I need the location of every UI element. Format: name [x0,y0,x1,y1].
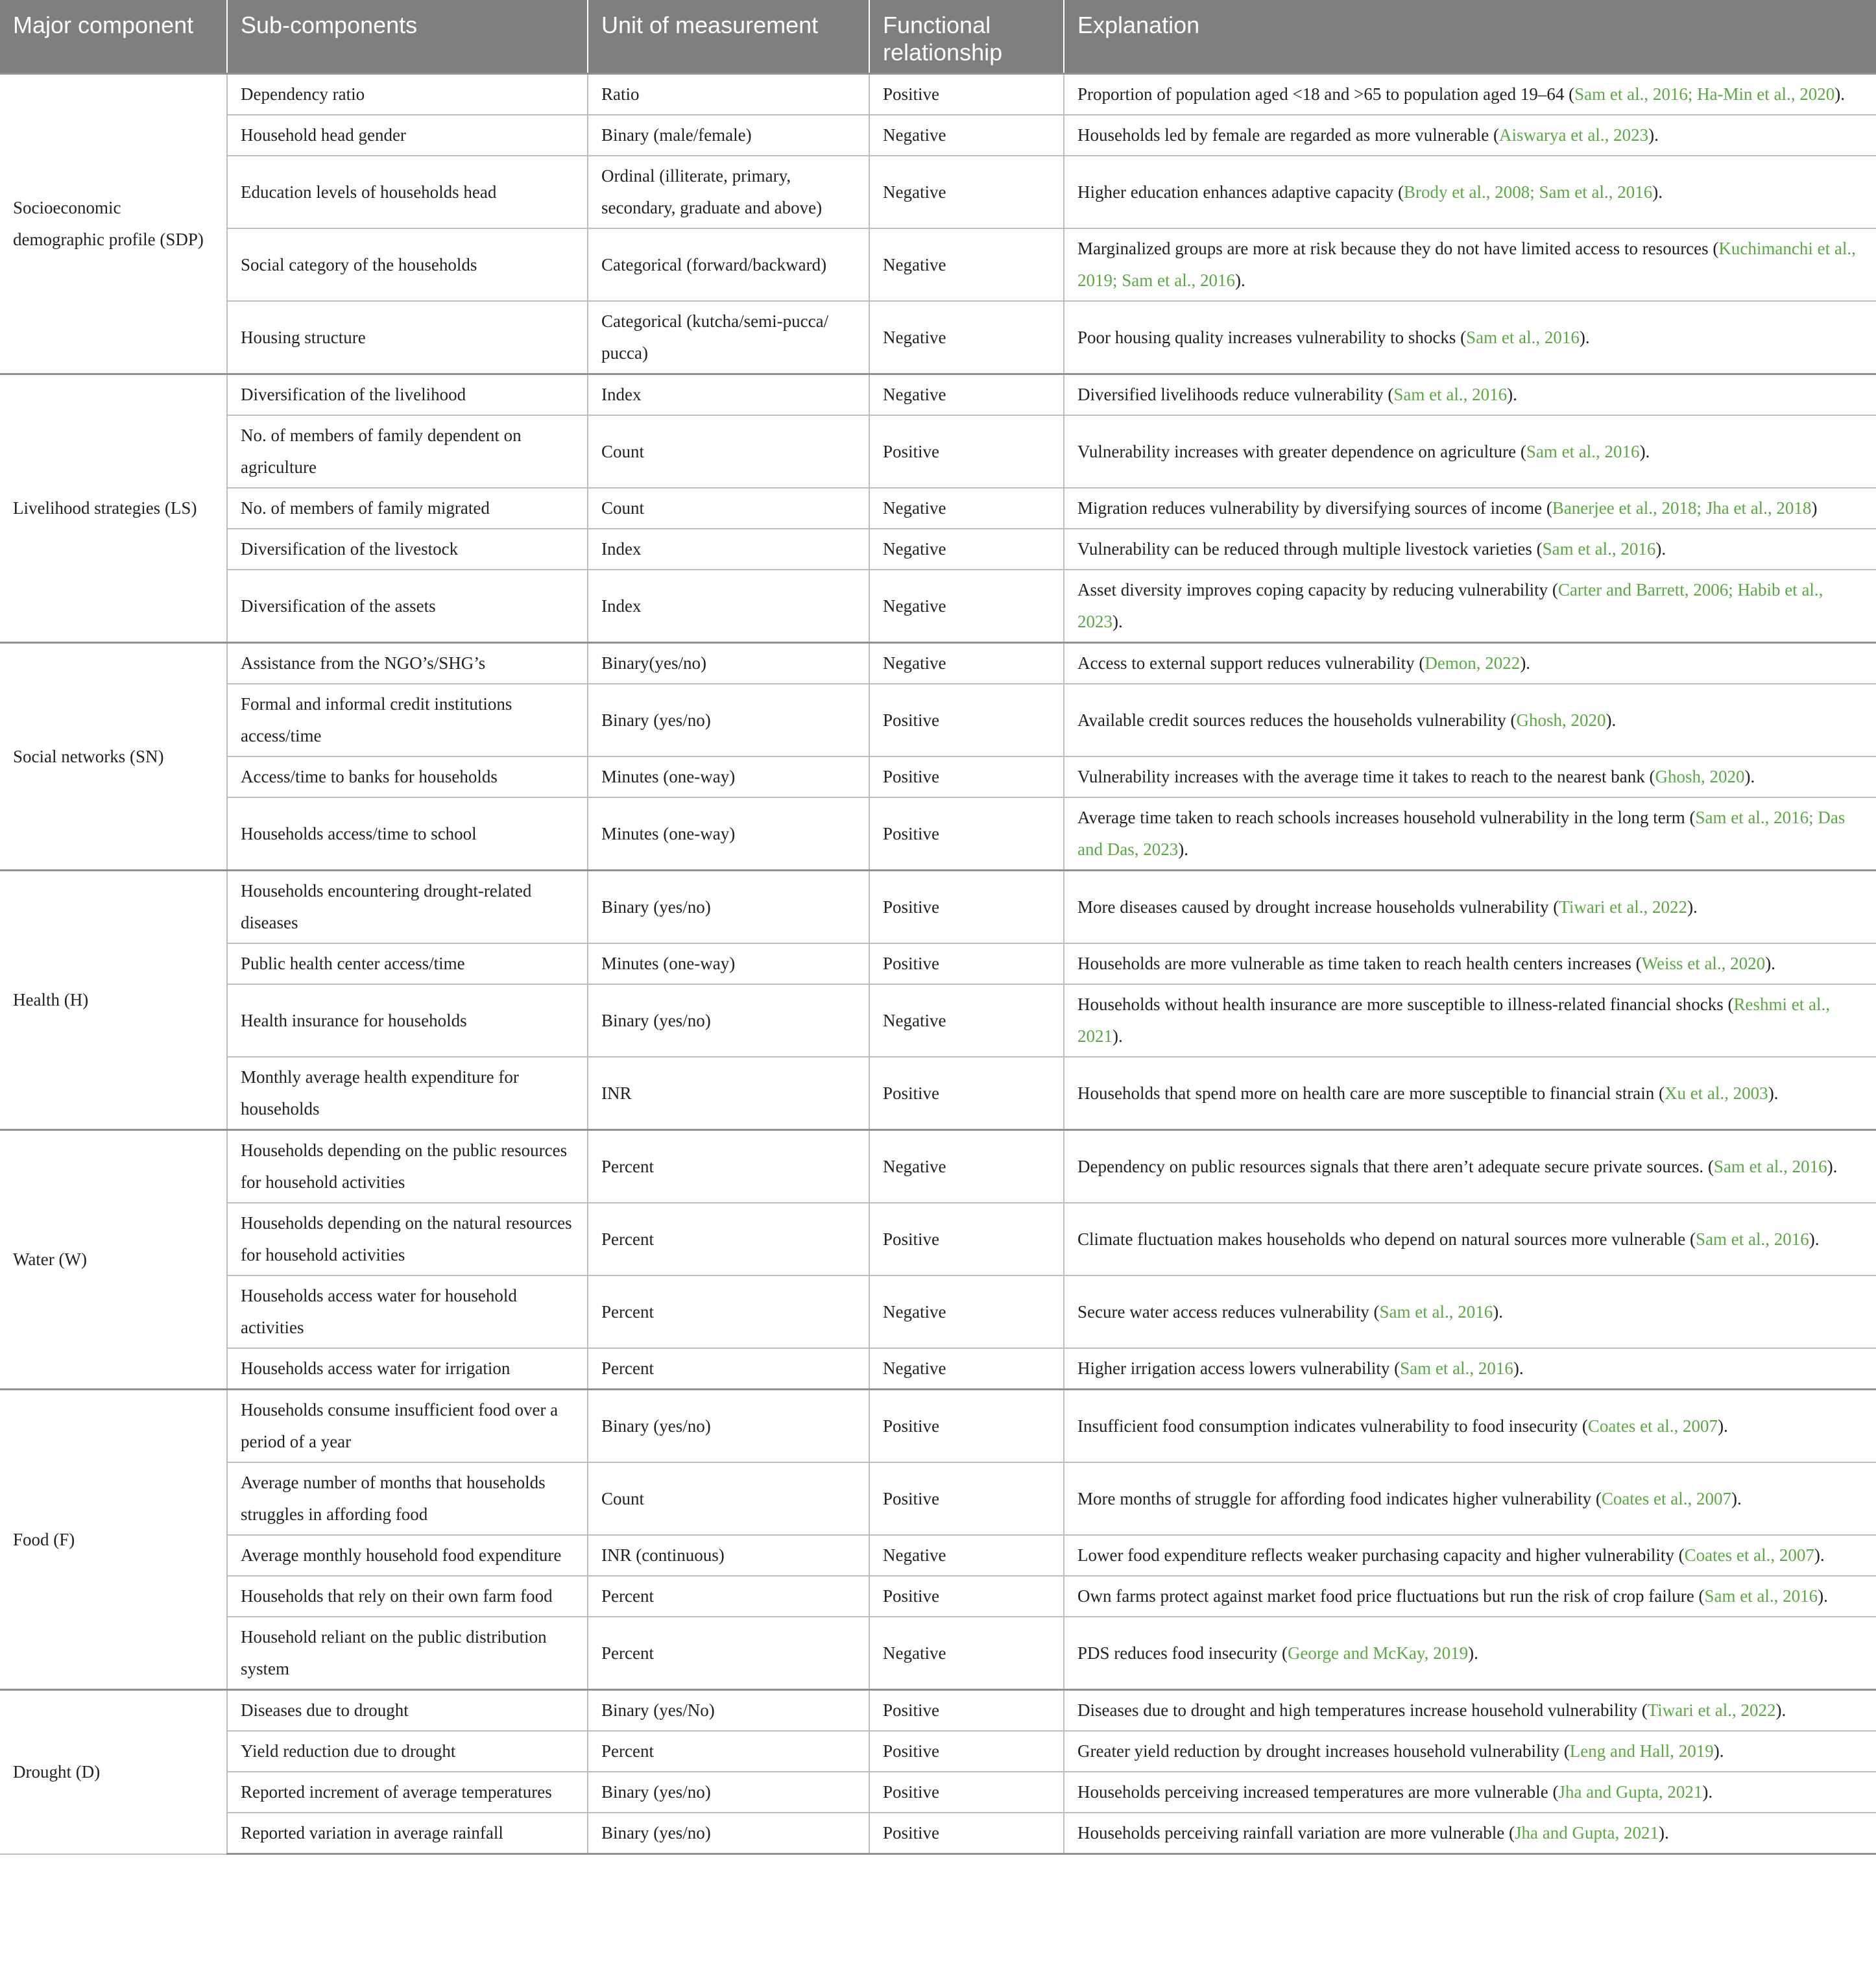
relationship-cell: Negative [869,570,1064,643]
citation-link[interactable]: Coates et al., 2007 [1684,1545,1814,1565]
sub-component-cell: Household reliant on the public distribution system [227,1617,588,1690]
citation-link[interactable]: Sam et al., 2016 [1526,441,1640,461]
explanation-text: Access to external support reduces vulnerability ( [1077,653,1425,673]
citation-link[interactable]: Reshmi et al., 2021 [1077,995,1830,1046]
explanation-end: ). [1639,441,1650,461]
table-row [0,943,1876,984]
relationship-cell: Positive [869,1390,1064,1463]
explanation-text: Greater yield reduction by drought increases household vulnerability ( [1077,1741,1570,1761]
unit-cell: Binary (yes/no) [588,984,869,1057]
explanation-end: ). [1112,612,1123,631]
sub-component-cell: Health insurance for households [227,984,588,1057]
table-row [0,1130,1876,1203]
explanation-end: ). [1702,1782,1713,1802]
sub-component-cell: Households depending on the public resources for household activities [227,1130,588,1203]
relationship-cell: Negative [869,374,1064,416]
citation-link[interactable]: Sam et al., 2016 [1542,539,1656,559]
citation-link[interactable]: Demon, 2022 [1425,653,1521,673]
explanation-end: ). [1765,954,1775,973]
unit-cell: Index [588,570,869,643]
explanation-text: Households perceiving increased temperatures are more vulnerable ( [1077,1782,1559,1802]
unit-cell: Ordinal (illiterate, primary, secondary, graduate and above) [588,156,869,228]
explanation-end: ). [1234,271,1245,290]
sub-component-cell: Reported increment of average temperatures [227,1772,588,1813]
explanation-end: ). [1468,1643,1478,1663]
explanation-end: ). [1731,1488,1742,1508]
relationship-cell: Positive [869,1813,1064,1854]
unit-cell: Percent [588,1617,869,1690]
citation-link[interactable]: Leng and Hall, 2019 [1569,1741,1714,1761]
sub-component-cell: Household head gender [227,115,588,156]
explanation-cell [1064,228,1876,301]
header-row [0,0,1876,74]
explanation-text: Own farms protect against market food price fluctuations but run the risk of crop failure ( [1077,1586,1705,1606]
table-row [0,1690,1876,1732]
unit-cell: Binary (yes/no) [588,1813,869,1854]
citation-link[interactable]: Aiswarya et al., 2023 [1498,125,1649,145]
explanation-end: ). [1827,1156,1838,1176]
explanation-text: Asset diversity improves coping capacity by reducing vulnerability ( [1077,580,1558,599]
explanation-cell [1064,1275,1876,1348]
relationship-cell: Positive [869,1057,1064,1130]
citation-link[interactable]: Carter and Barrett, 2006; Habib et al., 2023 [1077,580,1823,631]
unit-cell: Binary (yes/no) [588,684,869,756]
relationship-cell: Positive [869,74,1064,115]
explanation-end: ). [1818,1586,1828,1606]
relationship-cell: Negative [869,228,1064,301]
relationship-cell: Positive [869,797,1064,871]
table-row [0,1203,1876,1275]
explanation-end: ) [1811,498,1818,518]
table-row [0,1535,1876,1576]
citation-link[interactable]: Sam et al., 2016; Ha-Min et al., 2020 [1574,84,1835,104]
sub-component-cell: Diversification of the livelihood [227,374,588,416]
explanation-cell [1064,797,1876,871]
major-component-cell: Water (W) [0,1130,227,1390]
table-row [0,1057,1876,1130]
header-functional-relationship: Functional relationship [869,0,1064,74]
relationship-cell: Negative [869,1535,1064,1576]
explanation-cell [1064,156,1876,228]
explanation-cell [1064,1690,1876,1732]
unit-cell: Percent [588,1203,869,1275]
table-row [0,756,1876,797]
explanation-cell [1064,871,1876,944]
sub-component-cell: Diversification of the livestock [227,529,588,570]
sub-component-cell: Access/time to banks for households [227,756,588,797]
explanation-end: ). [1834,84,1846,104]
unit-cell: Minutes (one-way) [588,797,869,871]
sub-component-cell: Social category of the households [227,228,588,301]
explanation-text: Insufficient food consumption indicates vulnerability to food insecurity ( [1077,1416,1588,1436]
sub-component-cell: Housing structure [227,301,588,374]
table-row [0,1275,1876,1348]
explanation-text: Households led by female are regarded as more vulnerable ( [1077,125,1499,145]
explanation-text: Marginalized groups are more at risk because they do not have limited access to resources ( [1077,239,1719,258]
unit-cell: Minutes (one-way) [588,943,869,984]
explanation-cell [1064,529,1876,570]
explanation-text: PDS reduces food insecurity ( [1077,1643,1288,1663]
unit-cell: Categorical (kutcha/semi-pucca/ pucca) [588,301,869,374]
explanation-cell [1064,1057,1876,1130]
citation-link[interactable]: Xu et al., 2003 [1664,1083,1768,1103]
sub-component-cell: Formal and informal credit institutions access/time [227,684,588,756]
unit-cell: Binary (yes/No) [588,1690,869,1732]
explanation-cell [1064,984,1876,1057]
unit-cell: Percent [588,1576,869,1617]
explanation-cell [1064,684,1876,756]
relationship-cell: Negative [869,115,1064,156]
header-sub-components: Sub-components [227,0,588,74]
explanation-end: ). [1112,1026,1123,1046]
citation-link[interactable]: Sam et al., 2016 [1379,1301,1493,1322]
relationship-cell: Negative [869,984,1064,1057]
citation-link[interactable]: Sam et al., 2016 [1696,1229,1809,1249]
explanation-end: ). [1579,327,1590,347]
citation-link[interactable]: Sam et al., 2016; Das and Das, 2023 [1077,808,1846,859]
table-row [0,1617,1876,1690]
sub-component-cell: Diseases due to drought [227,1690,588,1732]
unit-cell: INR [588,1057,869,1130]
table-row [0,1813,1876,1854]
citation-link[interactable]: George and McKay, 2019 [1287,1643,1469,1663]
sub-component-cell: Households access water for irrigation [227,1348,588,1390]
major-component-cell: Socioeconomic demographic profile (SDP) [0,74,227,374]
explanation-cell [1064,1203,1876,1275]
relationship-cell: Positive [869,1203,1064,1275]
citation-link[interactable]: Brody et al., 2008; Sam et al., 2016 [1404,182,1653,202]
relationship-cell: Positive [869,943,1064,984]
sub-component-cell: Public health center access/time [227,943,588,984]
explanation-end: ). [1658,1823,1669,1842]
unit-cell: Categorical (forward/backward) [588,228,869,301]
table-row [0,374,1876,416]
explanation-end: ). [1507,385,1517,404]
unit-cell: Binary (yes/no) [588,1390,869,1463]
explanation-cell [1064,1348,1876,1390]
citation-link[interactable]: Sam et al., 2016 [1704,1586,1818,1606]
unit-cell: Binary (yes/no) [588,871,869,944]
explanation-end: ). [1520,653,1531,673]
sub-component-cell: Households that rely on their own farm food [227,1576,588,1617]
explanation-cell [1064,488,1876,529]
citation-link[interactable]: Ghosh, 2020 [1516,710,1606,730]
explanation-cell [1064,301,1876,374]
explanation-text: Households perceiving rainfall variation are more vulnerable ( [1077,1823,1515,1842]
relationship-cell: Negative [869,529,1064,570]
table-row [0,156,1876,228]
sub-component-cell: Households depending on the natural resources for household activities [227,1203,588,1275]
explanation-end: ). [1513,1359,1524,1378]
unit-cell: Percent [588,1130,869,1203]
unit-cell: Binary (male/female) [588,115,869,156]
sub-component-cell: Households consume insufficient food over a period of a year [227,1390,588,1463]
table-row [0,1348,1876,1390]
citation-link[interactable]: Kuchimanchi et al., 2019; Sam et al., 2016 [1077,239,1856,290]
citation-link[interactable]: Sam et al., 2016 [1393,385,1508,404]
citation-link[interactable]: Sam et al., 2016 [1400,1359,1513,1378]
explanation-text: Diversified livelihoods reduce vulnerability ( [1077,385,1394,404]
table-row [0,1462,1876,1535]
explanation-text: Vulnerability increases with the average time it takes to reach to the nearest bank ( [1077,767,1655,786]
sub-component-cell: Education levels of households head [227,156,588,228]
unit-cell: Binary (yes/no) [588,1772,869,1813]
table-row [0,1390,1876,1463]
sub-component-cell: Monthly average health expenditure for households [227,1057,588,1130]
explanation-text: Higher education enhances adaptive capacity ( [1077,182,1404,202]
explanation-cell [1064,1462,1876,1535]
explanation-text: More months of struggle for affording food indicates higher vulnerability ( [1077,1488,1602,1508]
unit-cell: Count [588,488,869,529]
explanation-end: ). [1652,182,1663,202]
table-row [0,797,1876,871]
sub-component-cell: Dependency ratio [227,74,588,115]
explanation-end: ). [1809,1229,1820,1249]
citation-link[interactable]: Banerjee et al., 2018; Jha et al., 2018 [1552,498,1812,518]
relationship-cell: Positive [869,1772,1064,1813]
relationship-cell: Negative [869,1130,1064,1203]
table-body [0,74,1876,1854]
major-component-cell: Social networks (SN) [0,643,227,871]
explanation-cell [1064,1576,1876,1617]
explanation-text: Households that spend more on health care are more susceptible to financial strain ( [1077,1083,1665,1103]
table-row [0,570,1876,643]
explanation-text: Lower food expenditure reflects weaker purchasing capacity and higher vulnerability ( [1077,1545,1685,1565]
explanation-text: Climate fluctuation makes households who depend on natural sources more vulnerable ( [1077,1229,1696,1249]
relationship-cell: Positive [869,684,1064,756]
relationship-cell: Negative [869,1617,1064,1690]
unit-cell: Count [588,1462,869,1535]
explanation-cell [1064,1130,1876,1203]
citation-link[interactable]: Coates et al., 2007 [1587,1416,1718,1436]
unit-cell: Index [588,374,869,416]
unit-cell: Ratio [588,74,869,115]
major-component-cell: Health (H) [0,871,227,1130]
citation-link[interactable]: Sam et al., 2016 [1466,327,1580,347]
explanation-text: Households without health insurance are more susceptible to illness-related financial shocks ( [1077,995,1734,1014]
citation-link[interactable]: Tiwari et al., 2022 [1647,1700,1776,1720]
table-row [0,984,1876,1057]
table-row [0,1731,1876,1772]
table-row [0,488,1876,529]
unit-cell: Percent [588,1275,869,1348]
explanation-text: Poor housing quality increases vulnerability to shocks ( [1077,327,1467,347]
sub-component-cell: Diversification of the assets [227,570,588,643]
explanation-end: ). [1648,125,1659,145]
explanation-cell [1064,943,1876,984]
explanation-cell [1064,643,1876,684]
relationship-cell: Negative [869,488,1064,529]
explanation-end: ). [1814,1545,1825,1565]
unit-cell: Count [588,415,869,488]
explanation-cell [1064,1813,1876,1854]
explanation-cell [1064,756,1876,797]
relationship-cell: Positive [869,756,1064,797]
citation-link[interactable]: Coates et al., 2007 [1601,1488,1732,1508]
explanation-text: Dependency on public resources signals that there aren’t adequate secure private sources. ( [1077,1156,1714,1176]
explanation-text: Households are more vulnerable as time taken to reach health centers increases ( [1077,954,1642,973]
relationship-cell: Positive [869,1731,1064,1772]
citation-link[interactable]: Jha and Gupta, 2021 [1515,1823,1659,1842]
citation-link[interactable]: Weiss et al., 2020 [1641,954,1766,973]
table-header [0,0,1876,74]
explanation-cell [1064,1617,1876,1690]
explanation-end: ). [1744,767,1755,786]
explanation-end: ). [1768,1083,1779,1103]
explanation-end: ). [1605,710,1617,730]
sub-component-cell: Average number of months that households struggles in affording food [227,1462,588,1535]
relationship-cell: Negative [869,643,1064,684]
explanation-cell [1064,1772,1876,1813]
explanation-cell [1064,374,1876,416]
relationship-cell: Positive [869,1690,1064,1732]
explanation-cell [1064,74,1876,115]
explanation-text: Vulnerability can be reduced through multiple livestock varieties ( [1077,539,1543,559]
unit-cell: Percent [588,1731,869,1772]
citation-link[interactable]: Ghosh, 2020 [1655,767,1745,786]
sub-component-cell: Households encountering drought-related diseases [227,871,588,944]
sub-component-cell: No. of members of family dependent on agriculture [227,415,588,488]
table-row [0,415,1876,488]
explanation-text: Available credit sources reduces the households vulnerability ( [1077,710,1517,730]
relationship-cell: Positive [869,871,1064,944]
table-row [0,684,1876,756]
explanation-end: ). [1493,1301,1504,1322]
sub-component-cell: Yield reduction due to drought [227,1731,588,1772]
major-component-cell: Drought (D) [0,1690,227,1854]
sub-component-cell: Reported variation in average rainfall [227,1813,588,1854]
explanation-text: Proportion of population aged <18 and >65 to population aged 19–64 ( [1077,84,1575,104]
header-unit-of-measurement: Unit of measurement [588,0,869,74]
explanation-cell [1064,1390,1876,1463]
unit-cell: Minutes (one-way) [588,756,869,797]
explanation-cell [1064,115,1876,156]
explanation-text: Migration reduces vulnerability by diversifying sources of income ( [1077,498,1552,518]
table-row [0,643,1876,684]
explanation-cell [1064,1535,1876,1576]
unit-cell: Index [588,529,869,570]
header-major-component: Major component [0,0,227,74]
explanation-text: Average time taken to reach schools increases household vulnerability in the long term ( [1077,808,1696,827]
explanation-end: ). [1178,840,1188,859]
explanation-end: ). [1775,1700,1786,1720]
explanation-cell [1064,415,1876,488]
explanation-cell [1064,1731,1876,1772]
table-row [0,228,1876,301]
explanation-text: Secure water access reduces vulnerability ( [1077,1301,1380,1322]
sub-component-cell: No. of members of family migrated [227,488,588,529]
explanation-text: More diseases caused by drought increase households vulnerability ( [1077,897,1559,917]
explanation-end: ). [1687,897,1698,917]
explanation-text: Vulnerability increases with greater dependence on agriculture ( [1077,441,1526,461]
unit-cell: Percent [588,1348,869,1390]
table-row [0,871,1876,944]
sub-component-cell: Households access water for household activities [227,1275,588,1348]
explanation-end: ). [1718,1416,1728,1436]
table-row [0,74,1876,115]
citation-link[interactable]: Jha and Gupta, 2021 [1558,1782,1703,1802]
relationship-cell: Negative [869,1275,1064,1348]
citation-link[interactable]: Tiwari et al., 2022 [1559,897,1688,917]
major-component-cell: Livelihood strategies (LS) [0,374,227,643]
table-row [0,529,1876,570]
sub-component-cell: Assistance from the NGO’s/SHG’s [227,643,588,684]
relationship-cell: Negative [869,1348,1064,1390]
sub-component-cell: Average monthly household food expenditure [227,1535,588,1576]
relationship-cell: Positive [869,1576,1064,1617]
explanation-end: ). [1655,539,1666,559]
relationship-cell: Positive [869,1462,1064,1535]
header-explanation: Explanation [1064,0,1876,74]
unit-cell: INR (continuous) [588,1535,869,1576]
relationship-cell: Negative [869,301,1064,374]
explanation-text: Higher irrigation access lowers vulnerability ( [1077,1359,1401,1378]
relationship-cell: Negative [869,156,1064,228]
table-row [0,1576,1876,1617]
table-row [0,115,1876,156]
table-row [0,1772,1876,1813]
explanation-cell [1064,570,1876,643]
citation-link[interactable]: Sam et al., 2016 [1713,1156,1827,1176]
unit-cell: Binary(yes/no) [588,643,869,684]
explanation-end: ). [1713,1741,1724,1761]
explanation-text: Diseases due to drought and high temperatures increase household vulnerability ( [1077,1700,1648,1720]
major-component-cell: Food (F) [0,1390,227,1690]
relationship-cell: Positive [869,415,1064,488]
sub-component-cell: Households access/time to school [227,797,588,871]
table-row [0,301,1876,374]
